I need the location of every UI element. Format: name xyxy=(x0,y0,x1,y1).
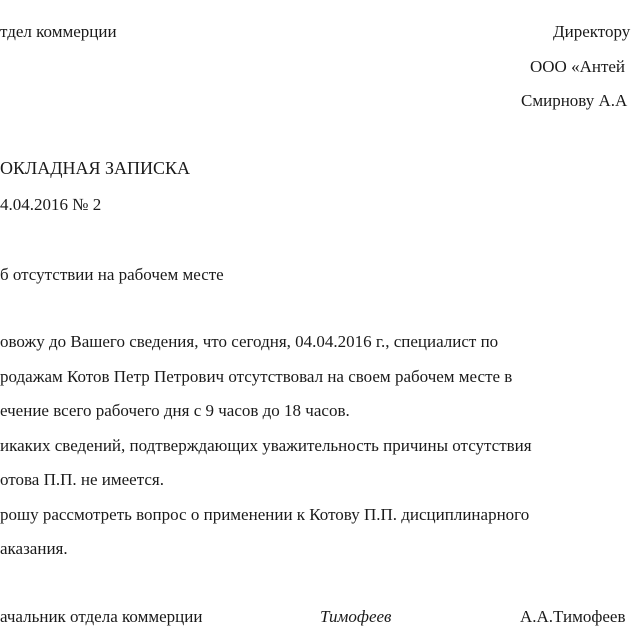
body-line: отова П.П. не имеется. xyxy=(0,470,164,489)
document-date-number: 4.04.2016 № 2 xyxy=(0,195,102,214)
body-line: рошу рассмотреть вопрос о применении к Котову П.П. дисциплинарного xyxy=(0,505,530,524)
handwritten-signature: Тимофеев xyxy=(320,607,392,626)
body-line: ечение всего рабочего дня с 9 часов до 18 часов. xyxy=(0,401,350,420)
body-line: овожу до Вашего сведения, что сегодня, 04.04.2016 г., специалист по xyxy=(0,332,499,351)
body-line: аказания. xyxy=(0,539,68,558)
recipient-position: Директору xyxy=(553,22,631,41)
recipient-company: ООО «Антей xyxy=(530,57,626,76)
document-title: ОКЛАДНАЯ ЗАПИСКА xyxy=(0,158,191,178)
body-line: икаких сведений, подтверждающих уважительность причины отсутствия xyxy=(0,436,532,455)
sender-department: тдел коммерции xyxy=(0,22,117,41)
body-line: родажам Котов Петр Петрович отсутствовал на своем рабочем месте в xyxy=(0,367,513,386)
document-subject: б отсутствии на рабочем месте xyxy=(0,265,224,284)
recipient-name: Смирнову А.А xyxy=(521,91,628,110)
signatory-position: ачальник отдела коммерции xyxy=(0,607,203,626)
signatory-name: А.А.Тимофеев xyxy=(520,607,626,626)
